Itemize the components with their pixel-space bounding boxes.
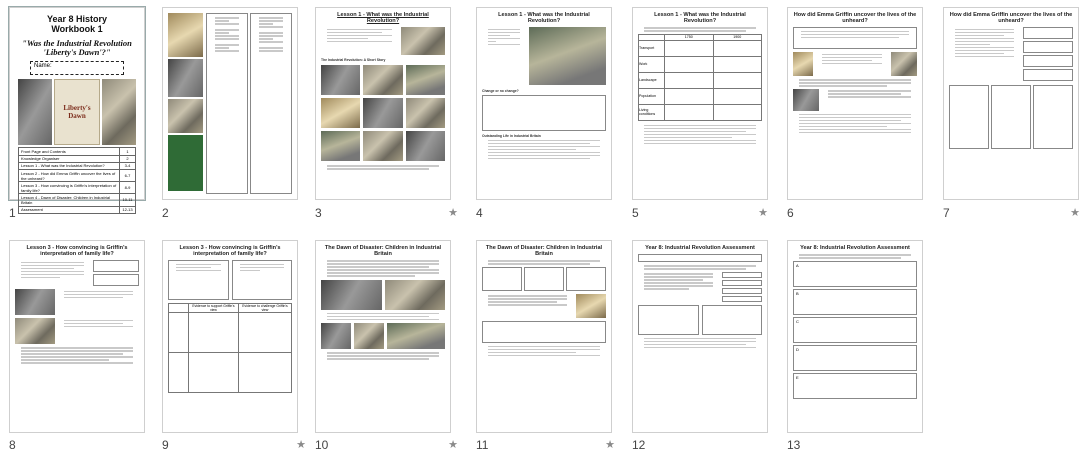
page3-title: Lesson 1 - What was the Industrial Revolution? bbox=[337, 12, 429, 25]
name-label: Name: bbox=[34, 63, 52, 70]
page6-title: How did Emma Griffin uncover the lives of the unheard? bbox=[793, 12, 917, 25]
page-thumbnail-6[interactable] bbox=[787, 7, 923, 200]
page-number-2: 2 bbox=[162, 206, 169, 220]
page9-title: Lesson 3 - How convincing is Griffin's interpretation of family life? bbox=[179, 245, 281, 258]
name-box bbox=[30, 61, 124, 75]
page-number-8: 8 bbox=[9, 438, 16, 452]
toc-row: Knowledge Organiser 2 bbox=[19, 155, 136, 162]
star-icon[interactable]: ★ bbox=[758, 207, 768, 219]
page-number-9: 9 bbox=[162, 438, 169, 452]
cover-image bbox=[18, 79, 136, 145]
toc-row: Lesson 1 - What was the Industrial Revolution? 3-4 bbox=[19, 162, 136, 169]
toc-row: Lesson 4 - Dawn of Disaster: Children in Industrial Britain 10-11 bbox=[19, 194, 136, 206]
cover-quote: "Was the Industrial Revolution 'Liberty's Dawn'?" bbox=[22, 37, 132, 58]
star-icon[interactable]: ★ bbox=[296, 439, 306, 451]
page-number-1: 1 bbox=[9, 206, 16, 220]
page-number-12: 12 bbox=[632, 438, 646, 452]
page4-title: Lesson 1 - What was the Industrial Revolution? bbox=[498, 12, 590, 25]
page-thumbnail-4[interactable] bbox=[476, 7, 612, 200]
page-thumbnail-13[interactable]: Year 8: Industrial Revolution Assessment A B C D E bbox=[787, 240, 923, 433]
star-icon[interactable]: ★ bbox=[448, 207, 458, 219]
page13-title: Year 8: Industrial Revolution Assessment bbox=[800, 245, 910, 251]
page-number-10: 10 bbox=[315, 438, 329, 452]
toc-row: Lesson 3 - How convincing is Griffin's interpretation of family life? 8-9 bbox=[19, 182, 136, 194]
page5-title: Lesson 1 - What was the Industrial Revolution? bbox=[654, 12, 746, 25]
page10-title: The Dawn of Disaster: Children in Industrial Britain bbox=[324, 245, 442, 258]
page4-sub: Outstanding Life in Industrial Britain bbox=[482, 134, 541, 139]
page-thumbnail-1[interactable] bbox=[9, 7, 145, 213]
star-icon[interactable]: ★ bbox=[448, 439, 458, 451]
page-thumbnail-12[interactable] bbox=[632, 240, 768, 433]
page8-title: Lesson 3 - How convincing is Griffin's interpretation of family life? bbox=[26, 245, 128, 258]
toc-row: Assessment 12-13 bbox=[19, 206, 136, 213]
page-thumbnail-2[interactable] bbox=[162, 7, 298, 200]
cover-title-line1: Year 8 History bbox=[46, 14, 108, 24]
page-thumbnail-3[interactable] bbox=[315, 7, 451, 200]
page-number-7: 7 bbox=[943, 206, 950, 220]
page-thumbnail-5[interactable] bbox=[632, 7, 768, 200]
page-number-4: 4 bbox=[476, 206, 483, 220]
toc-row: Lesson 2 - How did Emma Griffin uncover the lives of the unheard? 6-7 bbox=[19, 169, 136, 181]
book-title: Liberty's Dawn bbox=[63, 104, 91, 121]
page7-title: How did Emma Griffin uncover the lives of the unheard? bbox=[949, 12, 1073, 25]
toc-row: Front Page and Contents 1 bbox=[19, 148, 136, 155]
evidence-table: Evidence to support Griffin's view Evidence to challenge Griffin's view bbox=[168, 303, 292, 393]
page-thumbnail-11[interactable] bbox=[476, 240, 612, 433]
page-number-5: 5 bbox=[632, 206, 639, 220]
page-thumbnail-10[interactable] bbox=[315, 240, 451, 433]
change-table: 1750 1900 Transport Work Landscape Population Living conditions bbox=[638, 34, 762, 121]
page-thumbnail-8[interactable] bbox=[9, 240, 145, 433]
star-icon[interactable]: ★ bbox=[605, 439, 615, 451]
page12-title: Year 8: Industrial Revolution Assessment bbox=[645, 245, 755, 251]
page4-section: Change or no change? bbox=[482, 89, 519, 94]
page3-caption: The Industrial Revolution: A Short Story bbox=[321, 58, 386, 63]
star-icon[interactable]: ★ bbox=[1070, 207, 1080, 219]
page-number-3: 3 bbox=[315, 206, 322, 220]
page-number-13: 13 bbox=[787, 438, 801, 452]
cover-title-line2: Workbook 1 bbox=[51, 24, 103, 35]
page-number-11: 11 bbox=[476, 438, 489, 452]
page-thumbnail-9[interactable] bbox=[162, 240, 298, 433]
page-thumbnail-7[interactable] bbox=[943, 7, 1079, 200]
page-number-6: 6 bbox=[787, 206, 794, 220]
contents-table bbox=[18, 147, 136, 213]
page11-title: The Dawn of Disaster: Children in Industrial Britain bbox=[485, 245, 603, 258]
